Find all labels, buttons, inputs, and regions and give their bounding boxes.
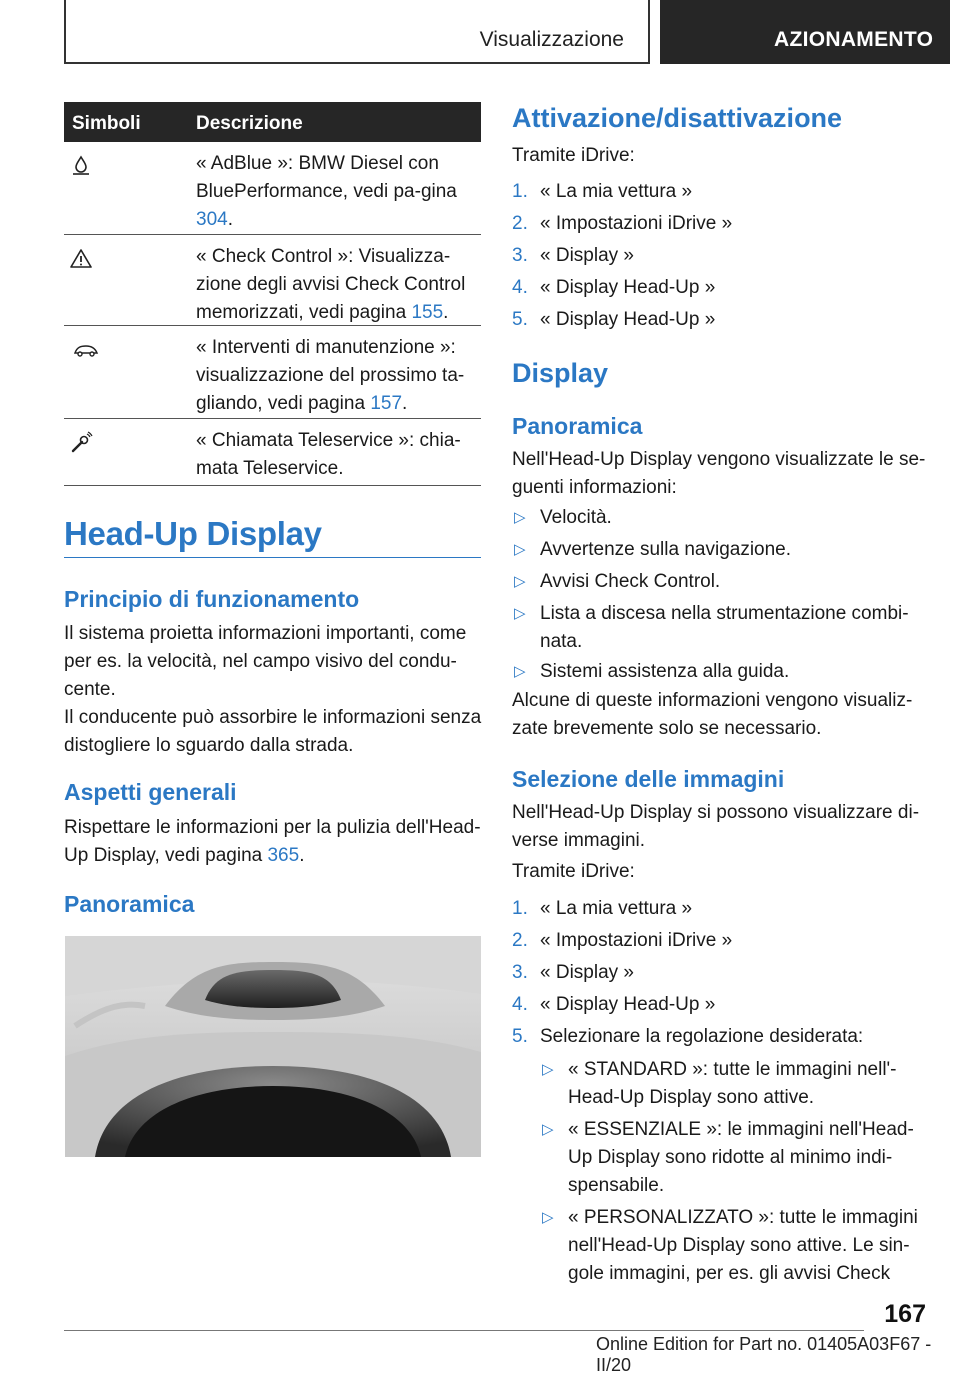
list-item: 5. « Display Head-Up » [512, 309, 716, 330]
options-list [540, 1056, 932, 1292]
subheading-overview: Panoramica [64, 891, 195, 917]
subheading-principle: Principio di funzionamento [64, 586, 360, 612]
paragraph: Tramite iDrive: [512, 145, 635, 166]
list-item: 1. « La mia vettura » [512, 898, 693, 919]
warning-triangle-icon [69, 247, 93, 271]
list-item: 2. « Impostazioni iDrive » [512, 930, 733, 951]
bullet-triangle-icon: ▷ [542, 1121, 554, 1138]
list-item: ▷ Velocità. [512, 504, 928, 536]
section-title: Visualizzazione [479, 28, 624, 51]
list-item: ▷ « ESSENZIALE »: le immagini nell'Head-Up Display sono ridotte al minimo indi-spensabile. [540, 1116, 932, 1204]
subheading-images: Selezione delle immagini [512, 766, 785, 792]
paragraph: Il conducente può assorbire le informazioni senza distogliere lo sguardo dalla strada. [64, 707, 482, 756]
car-service-icon [69, 338, 103, 362]
page-link[interactable]: 155 [411, 302, 444, 323]
table-header [64, 102, 481, 142]
list-item: ▷ « STANDARD »: tutte le immagini nell'-Head-Up Display sono attive. [540, 1056, 932, 1116]
bullet-triangle-icon: ▷ [542, 1061, 554, 1078]
section-heading: Head-Up Display [64, 515, 322, 552]
list-item: 3. « Display » [512, 245, 634, 266]
header-frame [64, 0, 650, 64]
paragraph-text: Rispettare le informazioni per la pulizia dell'Head-Up Display, vedi pagina [64, 817, 481, 866]
page-number: 167 [884, 1300, 926, 1328]
paragraph: Tramite iDrive: [512, 861, 635, 882]
info-list [512, 504, 928, 690]
list-item: ▷ Lista a discesa nella strumentazione combi-nata. [512, 600, 928, 658]
row-description: « Chiamata Teleservice »: chia-mata Teleservice. [196, 430, 461, 479]
heading-rule [64, 557, 481, 558]
list-item: ▷ Avvertenze sulla navigazione. [512, 536, 928, 568]
row-description: « Interventi di manutenzione »: visualizzazione del prossimo ta-gliando, vedi pagina [196, 337, 465, 414]
table-row: « AdBlue »: BMW Diesel con BluePerformance, vedi pa-gina 304. [64, 142, 481, 235]
page-link[interactable]: 157 [370, 393, 403, 414]
bullet-triangle-icon: ▷ [542, 1209, 554, 1226]
table-row [64, 419, 481, 486]
teleservice-wrench-icon [69, 431, 93, 455]
head-up-display-photo [65, 936, 481, 1157]
paragraph: Rispettare le informazioni per la pulizia dell'Head-Up Display, vedi pagina 365. [64, 817, 481, 866]
bullet-triangle-icon: ▷ [514, 573, 526, 590]
list-item: 1. « La mia vettura » [512, 181, 693, 202]
table-row: « Check Control »: Visualizza-zione degli avvisi Check Control memorizzati, vedi pagina 155. [64, 235, 481, 326]
subheading-activation: Attivazione/disattivazione [512, 103, 843, 133]
paragraph: Il sistema proietta informazioni importanti, come per es. la velocità, nel campo visivo del condu-cente. [64, 623, 467, 700]
symbols-table [64, 102, 481, 486]
row-description: « AdBlue »: BMW Diesel con BluePerformance, vedi pa-gina [196, 153, 457, 202]
subheading-general: Aspetti generali [64, 779, 237, 805]
chapter-title: AZIONAMENTO [660, 0, 950, 64]
table-row: « Interventi di manutenzione »: visualizzazione del prossimo ta-gliando, vedi pagina 157. [64, 326, 481, 419]
list-item: ▷ Sistemi assistenza alla guida. [512, 658, 928, 690]
bullet-triangle-icon: ▷ [514, 605, 526, 622]
subheading-display: Display [512, 358, 609, 388]
paragraph: Alcune di queste informazioni vengono visualiz-zate brevemente solo se necessario. [512, 690, 913, 739]
paragraph: Nell'Head-Up Display si possono visualizzare di-verse immagini. [512, 802, 920, 851]
adblue-icon [69, 154, 93, 178]
column-header-description: Descrizione [196, 113, 303, 134]
bullet-triangle-icon: ▷ [514, 663, 526, 680]
list-item: ▷ Avvisi Check Control. [512, 568, 928, 600]
column-header-symbols: Simboli [72, 113, 141, 134]
footer-rule [64, 1330, 864, 1331]
page-link[interactable]: 365 [267, 845, 300, 866]
bullet-triangle-icon: ▷ [514, 541, 526, 558]
list-item: 3. « Display » [512, 962, 634, 983]
list-item: 5. Selezionare la regolazione desiderata: [512, 1026, 864, 1047]
list-item: ▷ « PERSONALIZZATO »: tutte le immagini nell'Head-Up Display sono attive. Le sin-gole immagini, per es. gli avvisi Check [540, 1204, 932, 1292]
steps-list [512, 178, 932, 338]
edition-note: Online Edition for Part no. 01405A03F67 - II/20 [596, 1334, 932, 1375]
subheading-display-overview: Panoramica [512, 413, 643, 439]
page-link[interactable]: 304 [196, 209, 228, 230]
bullet-triangle-icon: ▷ [514, 509, 526, 526]
paragraph: Nell'Head-Up Display vengono visualizzate le se-guenti informazioni: [512, 449, 926, 498]
list-item: 4. « Display Head-Up » [512, 277, 716, 298]
list-item: 4. « Display Head-Up » [512, 994, 716, 1015]
steps-list [512, 895, 932, 1055]
row-description: « Check Control »: Visualizza-zione degli avvisi Check Control memorizzati, vedi pagina [196, 246, 466, 323]
list-item: 2. « Impostazioni iDrive » [512, 213, 733, 234]
